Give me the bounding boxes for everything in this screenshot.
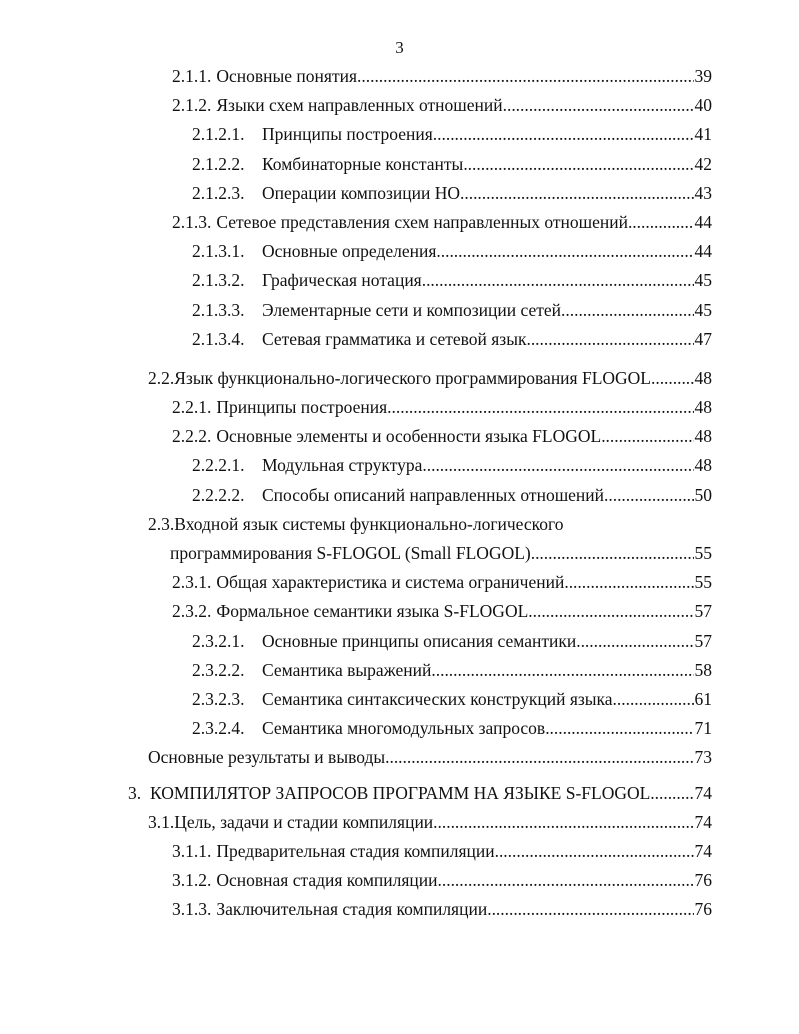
dot-leader	[433, 120, 694, 149]
dot-leader	[385, 743, 693, 772]
toc-entry-title: Способы описаний направленных отношений	[262, 484, 605, 505]
toc-entry-page: 44	[694, 241, 712, 262]
toc-entry-title: Принципы построения	[262, 124, 433, 145]
dot-leader	[495, 837, 694, 866]
dot-leader	[628, 208, 694, 237]
toc-entry-number: 2.3.2.3.	[192, 688, 245, 709]
toc-entry-title: Язык функционально-логического программирования FLOGOL	[174, 367, 651, 388]
toc-entry[interactable]	[0, 422, 799, 451]
toc-entry-page: 57	[694, 630, 712, 651]
toc-entry-title: Принципы построения	[216, 397, 388, 418]
dot-leader	[460, 179, 693, 208]
toc-entry-number: 2.2.2.1.	[192, 455, 245, 476]
toc-entry[interactable]	[0, 539, 799, 568]
toc-entry[interactable]	[0, 451, 799, 480]
toc-entry-title: Семантика синтаксических конструкций языка	[262, 688, 613, 709]
toc-entry[interactable]	[0, 685, 799, 714]
toc-entry-number: 2.2.2.	[172, 426, 212, 447]
toc-entry[interactable]	[0, 179, 799, 208]
toc-entry-page: 73	[694, 747, 712, 768]
toc-entry[interactable]	[0, 296, 799, 325]
toc-entry[interactable]	[0, 208, 799, 237]
toc-entry-page: 74	[694, 782, 712, 803]
toc-entry-page: 50	[694, 484, 712, 505]
toc-entry-title: Основные определения	[262, 241, 437, 262]
toc-entry-number: 2.1.3.3.	[192, 299, 245, 320]
toc-entry[interactable]	[0, 656, 799, 685]
toc-entry[interactable]	[0, 627, 799, 656]
toc-entry-number: 3.1.3.	[172, 899, 212, 920]
toc-entry-page: 76	[694, 870, 712, 891]
dot-leader	[613, 685, 694, 714]
toc-entry-title: Общая характеристика и система ограничений	[216, 572, 565, 593]
toc-entry-number: 2.1.3.	[172, 211, 212, 232]
toc-entry-page: 45	[694, 270, 712, 291]
toc-entry-number: 2.3.2.2.	[192, 659, 245, 680]
toc-entry[interactable]	[0, 393, 799, 422]
toc-entry-number: 3.1.	[148, 811, 175, 832]
toc-entry[interactable]	[0, 779, 799, 808]
toc-entry-page: 57	[694, 601, 712, 622]
page-number: 3	[395, 38, 404, 57]
dot-leader	[564, 568, 693, 597]
toc-entry-number: 2.1.2.	[172, 95, 212, 116]
toc-entry-page: 39	[694, 66, 712, 86]
dot-leader	[561, 296, 693, 325]
toc-entry-title: Заключительная стадия компиляции	[216, 899, 488, 920]
toc-entry-number: 3.	[128, 782, 142, 803]
toc-entry[interactable]	[0, 568, 799, 597]
dot-leader	[531, 539, 694, 568]
toc-entry-number: 3.1.2.	[172, 870, 212, 891]
toc-entry-title: Цель, задачи и стадии компиляции	[174, 811, 434, 832]
dot-leader	[463, 150, 693, 179]
toc-entry-title: Модульная структура	[262, 455, 423, 476]
toc-entry[interactable]	[0, 150, 799, 179]
toc-entry-page: 55	[694, 572, 712, 593]
toc-entry-title: Основные принципы описания семантики	[262, 630, 577, 651]
dot-leader	[422, 451, 693, 480]
toc-entry-title: Предварительная стадия компиляции	[216, 840, 495, 861]
toc-entry-title: Семантика многомодульных запросов	[262, 718, 546, 739]
toc-entry-title: Комбинаторные константы	[262, 153, 464, 174]
toc-entry-page: 48	[694, 455, 712, 476]
toc-entry[interactable]	[0, 837, 799, 866]
dot-leader	[361, 62, 693, 91]
toc-entry-title: Основные результаты и выводы	[148, 747, 386, 768]
toc-entry[interactable]	[0, 237, 799, 266]
toc-entry-title: Основные элементы и особенности языка FLOGOL	[216, 426, 602, 447]
dot-leader	[545, 714, 693, 743]
toc-entry[interactable]	[0, 743, 799, 772]
toc-entry-title: Основные понятия.	[216, 66, 362, 86]
dot-leader	[651, 364, 694, 393]
toc-entry[interactable]	[0, 62, 799, 91]
toc-entry[interactable]	[0, 91, 799, 120]
dot-leader	[526, 325, 693, 354]
dot-leader	[436, 237, 693, 266]
toc-entry-title: Элементарные сети и композиции сетей	[262, 299, 562, 320]
toc-entry-title: Операции композиции НО	[262, 182, 461, 203]
toc-entry-number: 2.1.1.	[172, 66, 212, 86]
dot-leader	[604, 481, 693, 510]
toc-entry[interactable]	[0, 866, 799, 895]
toc-entry-page: 74	[694, 840, 712, 861]
dot-leader	[438, 866, 694, 895]
toc-entry-number: 2.3.2.1.	[192, 630, 245, 651]
toc-entry-title: Входной язык системы функционально-логического	[174, 513, 564, 534]
toc-entry-number: 2.1.2.2.	[192, 153, 245, 174]
toc-entry-number: 2.3.2.	[172, 601, 212, 622]
toc-entry[interactable]	[0, 481, 799, 510]
toc-entry-number: 2.1.3.4.	[192, 328, 245, 349]
toc-entry-page: 41	[694, 124, 712, 145]
toc-entry-number: 2.1.2.3.	[192, 182, 245, 203]
dot-leader	[507, 91, 694, 120]
toc-entry-page: 74	[694, 811, 712, 832]
toc-entry-page: 48	[694, 426, 712, 447]
toc-entry-page: 58	[694, 659, 712, 680]
dot-leader	[422, 266, 694, 295]
dot-leader	[576, 627, 693, 656]
toc-entry-title: Сетевая грамматика и сетевой язык	[262, 328, 527, 349]
dot-leader	[387, 393, 693, 422]
toc-entry-title: программирования S-FLOGOL (Small FLOGOL)	[170, 543, 531, 563]
table-of-contents	[0, 62, 799, 924]
toc-entry-title: КОМПИЛЯТОР ЗАПРОСОВ ПРОГРАММ НА ЯЗЫКЕ S-FLOGOL	[150, 782, 651, 803]
toc-entry-title: Языки схем направленных отношений.	[216, 95, 507, 116]
toc-entry-page: 43	[694, 182, 712, 203]
toc-entry-number: 2.3.	[148, 513, 175, 534]
toc-entry-title: Графическая нотация	[262, 270, 422, 291]
toc-entry[interactable]	[0, 714, 799, 743]
toc-entry[interactable]	[0, 895, 799, 924]
toc-entry-number: 2.1.2.1.	[192, 124, 245, 145]
dot-leader	[431, 656, 693, 685]
toc-entry-page: 44	[694, 211, 712, 232]
toc-entry-number: 2.2.2.2.	[192, 484, 245, 505]
toc-entry-title: Основная стадия компиляции	[216, 870, 438, 891]
toc-entry[interactable]	[0, 808, 799, 837]
toc-entry-number: 3.1.1.	[172, 840, 212, 861]
toc-entry-title: Формальное семантики языка S-FLOGOL	[216, 601, 529, 622]
toc-entry-number: 2.3.1.	[172, 572, 212, 593]
toc-entry-title: Семантика выражений	[262, 659, 432, 680]
toc-entry-page: 48	[694, 397, 712, 418]
dot-leader	[650, 779, 693, 808]
toc-entry[interactable]	[0, 597, 799, 626]
dot-leader	[487, 895, 693, 924]
toc-entry[interactable]	[0, 266, 799, 295]
toc-entry-number: 2.2.1.	[172, 397, 212, 418]
toc-entry-page: 47	[694, 328, 712, 349]
toc-entry-number: 2.1.3.2.	[192, 270, 245, 291]
toc-entry[interactable]	[0, 364, 799, 393]
dot-leader	[528, 597, 693, 626]
toc-entry-number: 2.1.3.1.	[192, 241, 245, 262]
toc-entry[interactable]	[0, 120, 799, 149]
toc-entry[interactable]	[0, 510, 799, 539]
toc-entry[interactable]	[0, 325, 799, 354]
dot-leader	[601, 422, 693, 451]
toc-entry-page: 61	[694, 688, 712, 709]
toc-entry-page: 48	[694, 367, 712, 388]
toc-entry-number: 2.3.2.4.	[192, 718, 245, 739]
toc-entry-page: 76	[694, 899, 712, 920]
toc-entry-page: 71	[694, 718, 712, 739]
toc-entry-number: 2.2.	[148, 367, 175, 388]
toc-entry-page: 40	[694, 95, 712, 116]
toc-entry-page: 55	[694, 543, 712, 563]
toc-entry-page: 45	[694, 299, 712, 320]
toc-entry-page: 42	[694, 153, 712, 174]
dot-leader	[433, 808, 693, 837]
toc-entry-title: Сетевое представления схем направленных отношений	[216, 211, 628, 232]
